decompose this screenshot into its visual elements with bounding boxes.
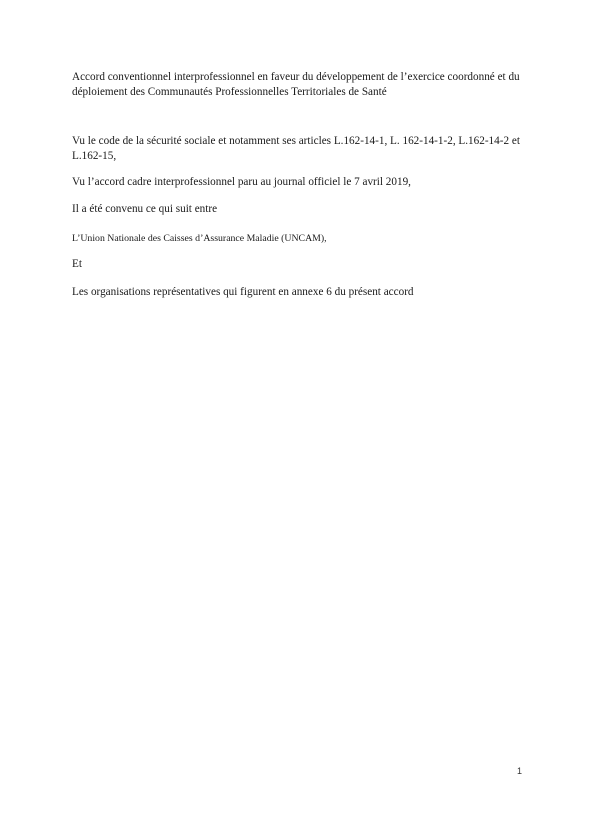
paragraph-framework-agreement: Vu l’accord cadre interprofessionnel paru au journal officiel le 7 avril 2019, — [72, 176, 411, 188]
paragraph-representative-organizations: Les organisations représentatives qui figurent en annexe 6 du présent accord — [72, 286, 414, 298]
paragraph-legal-basis: Vu le code de la sécurité sociale et notamment ses articles L.162-14-1, L. 162-14-1-2, L.162-14-2 et L.162-15, — [72, 135, 520, 162]
document-body — [72, 70, 524, 300]
paragraph-agreed-between: Il a été convenu ce qui suit entre — [72, 203, 218, 215]
paragraph-party-uncam: L’Union Nationale des Caisses d’Assurance Maladie (UNCAM), — [72, 233, 327, 244]
page-number: 1 — [516, 766, 522, 776]
paragraph-and: Et — [72, 258, 82, 270]
document-title: Accord conventionnel interprofessionnel en faveur du développement de l’exercice coordonné et du déploiement des Communautés Professionnelles Territoriales de Santé — [72, 71, 520, 98]
